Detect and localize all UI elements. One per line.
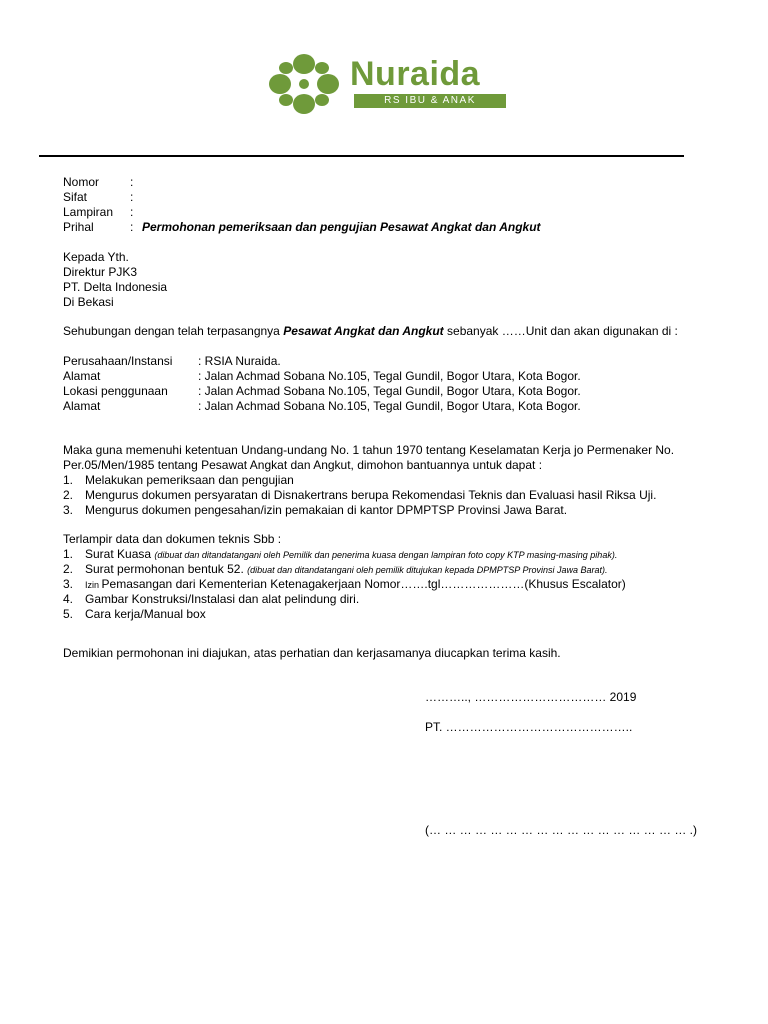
prihal-value: Permohonan pemeriksaan dan pengujian Pesawat Angkat dan Angkut [142, 220, 541, 234]
attachment-item: 2. Surat permohonan bentuk 52. (dibuat dan ditandatangani oleh pemilik ditujukan kepada DPMPTSP Provinsi Jawa Barat). [63, 562, 608, 576]
prihal-label: Prihal [63, 220, 94, 234]
detail-value: : Jalan Achmad Sobana No.105, Tegal Gundil, Bogor Utara, Kota Bogor. [198, 369, 581, 383]
sifat-label: Sifat [63, 190, 88, 204]
header-divider [39, 155, 684, 157]
brand-name: Nuraida [350, 55, 481, 93]
recipient-line: Direktur PJK3 [63, 265, 138, 279]
logo [266, 52, 516, 116]
intro-paragraph [63, 324, 678, 339]
recipient-line: Kepada Yth. [63, 250, 129, 264]
signature-name: (… … … … … … … … … … … … … … … … … .) [425, 823, 698, 837]
nomor-label: Nomor [63, 175, 100, 189]
lampiran-colon: : [130, 205, 134, 219]
signature-company: PT. ……………………………………….. [425, 720, 633, 734]
request-line: Per.05/Men/1985 tentang Pesawat Angkat dan Angkut, dimohon bantuannya untuk dapat : [63, 458, 543, 472]
request-item: 2. Mengurus dokumen persyaratan di Disnakertrans berupa Rekomendasi Teknis dan Evaluasi hasil Riksa Uji. [63, 488, 657, 502]
detail-value: : Jalan Achmad Sobana No.105, Tegal Gundil, Bogor Utara, Kota Bogor. [198, 384, 581, 398]
detail-value: : Jalan Achmad Sobana No.105, Tegal Gundil, Bogor Utara, Kota Bogor. [198, 399, 581, 413]
closing-paragraph: Demikian permohonan ini diajukan, atas perhatian dan kerjasamanya diucapkan terima kasih. [63, 646, 561, 660]
attachment-item: 1. Surat Kuasa (dibuat dan ditandatangani oleh Pemilik dan penerima kuasa dengan lampiran foto copy KTP masing-masing pihak). [63, 547, 618, 561]
attachment-item: 3. Izin Pemasangan dari Kementerian Ketenagakerjaan Nomor…….tgl…………………(Khusus Escalator) [63, 577, 626, 591]
request-item: 1. Melakukan pemeriksaan dan pengujian [63, 473, 294, 487]
intro-after: sebanyak ……Unit dan akan digunakan di : [443, 324, 678, 338]
attachment-item: 5. Cara kerja/Manual box [63, 607, 206, 621]
request-item: 3. Mengurus dokumen pengesahan/izin pemakaian di kantor DPMPTSP Provinsi Jawa Barat. [63, 503, 568, 517]
intro-before: Sehubungan dengan telah terpasangnya [63, 324, 284, 338]
request-line: Maka guna memenuhi ketentuan Undang-undang No. 1 tahun 1970 tentang Keselamatan Kerja jo Permenaker No. [63, 443, 675, 457]
prihal-colon: : [130, 220, 134, 234]
recipient-line: Di Bekasi [63, 295, 114, 309]
sifat-colon: : [130, 190, 134, 204]
lampiran-label: Lampiran [63, 205, 114, 219]
flower-emblem-icon [266, 52, 342, 116]
attachment-item: 4. Gambar Konstruksi/Instalasi dan alat pelindung diri. [63, 592, 360, 606]
attachments-heading: Terlampir data dan dokumen teknis Sbb : [63, 532, 282, 546]
detail-label: Lokasi penggunaan [63, 384, 168, 398]
nomor-colon: : [130, 175, 134, 189]
signature-date: ……….., …………………………… 2019 [425, 690, 637, 704]
recipient-line: PT. Delta Indonesia [63, 280, 168, 294]
detail-label: Alamat [63, 399, 101, 413]
detail-label: Perusahaan/Instansi [63, 354, 173, 368]
intro-emphasis: Pesawat Angkat dan Angkut [283, 324, 444, 338]
detail-value: : RSIA Nuraida. [198, 354, 281, 368]
brand-tagline: RS IBU & ANAK [354, 94, 506, 108]
detail-label: Alamat [63, 369, 101, 383]
